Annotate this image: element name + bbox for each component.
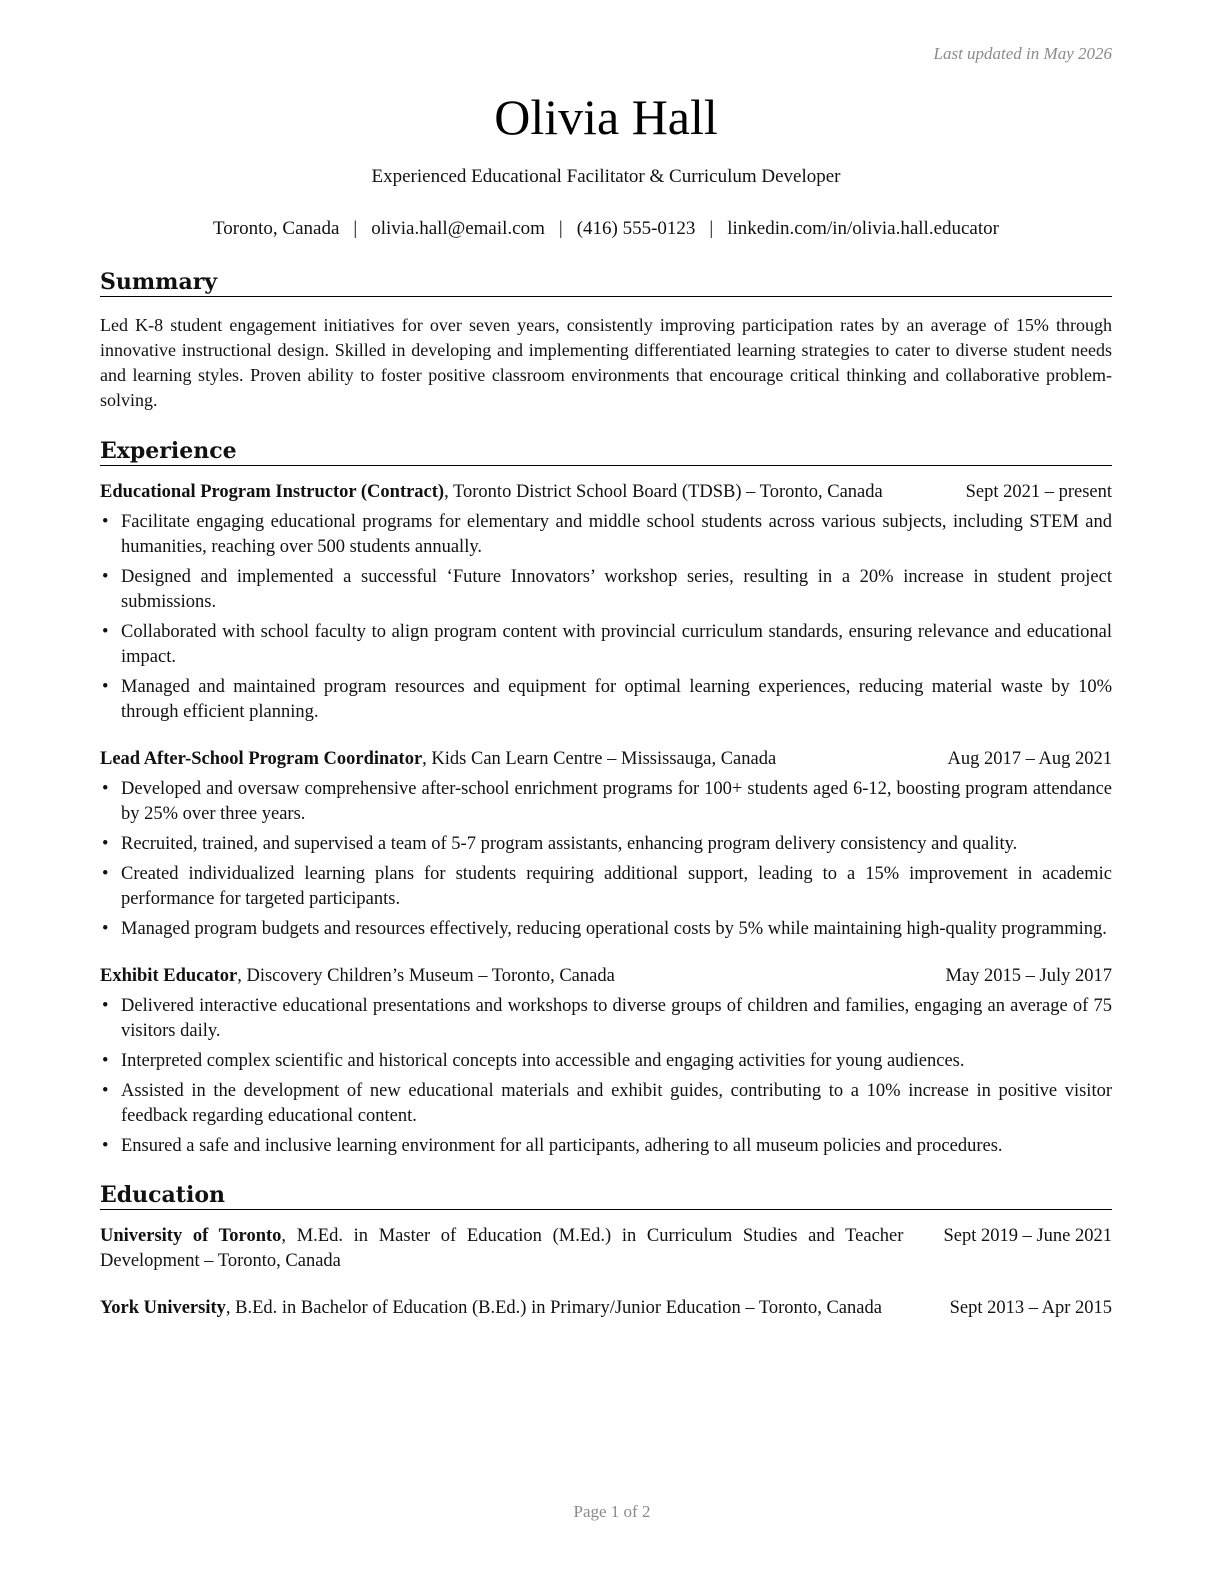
job-dates: Sept 2021 – present: [965, 482, 1112, 502]
bullet-text: Delivered interactive educational presentations and workshops to diverse groups of children and families, engaging an average of 75 visitors daily.: [121, 996, 1112, 1041]
candidate-tagline: Experienced Educational Facilitator & Curriculum Developer: [371, 166, 841, 187]
bullet-text: Interpreted complex scientific and historical concepts into accessible and engaging activities for young audiences.: [121, 1051, 965, 1071]
contact-location: Toronto, Canada: [213, 218, 340, 239]
job-organization: , Discovery Children’s Museum – Toronto, Canada: [237, 966, 615, 986]
education-dates: Sept 2019 – June 2021: [943, 1226, 1112, 1246]
experience-heading: Experience: [100, 437, 1112, 466]
bullet-item: [100, 565, 1112, 615]
education-dates: Sept 2013 – Apr 2015: [949, 1298, 1112, 1318]
contact-separator: |: [558, 218, 563, 239]
bullet-icon: •: [102, 567, 109, 587]
bullet-item: [100, 510, 1112, 560]
degree-detail: , B.Ed. in Bachelor of Education (B.Ed.) in Primary/Junior Education – Toronto, Canada: [225, 1298, 882, 1318]
entry-title: [100, 480, 966, 505]
bullet-text: Managed and maintained program resources and equipment for optimal learning experiences, reducing material waste by 10% through efficient planning.: [121, 677, 1112, 722]
job-bullets: [100, 777, 1112, 942]
entry-header: [100, 964, 1112, 989]
bullet-text: Developed and oversaw comprehensive after-school enrichment programs for 100+ students aged 6-12, boosting program attendance by 25% over three years.: [121, 779, 1112, 824]
contact-separator: |: [709, 218, 714, 239]
job-dates: Aug 2017 – Aug 2021: [947, 749, 1112, 769]
bullet-text: Facilitate engaging educational programs for elementary and middle school students across various subjects, including STEM and humanities, reaching over 500 students annually.: [121, 512, 1112, 557]
bullet-item: [100, 620, 1112, 670]
bullet-icon: •: [102, 1051, 109, 1071]
job-organization: , Kids Can Learn Centre – Mississauga, Canada: [422, 749, 777, 769]
candidate-name: Olivia Hall: [494, 89, 718, 145]
bullet-icon: •: [102, 1081, 109, 1101]
job-role: Educational Program Instructor (Contract): [100, 482, 445, 502]
education-heading: Education: [100, 1181, 1112, 1210]
entry-header: [100, 480, 1112, 505]
school-name: University of Toronto: [100, 1226, 282, 1246]
bullet-text: Recruited, trained, and supervised a team of 5-7 program assistants, enhancing program delivery consistency and quality.: [121, 834, 1018, 854]
bullet-text: Ensured a safe and inclusive learning environment for all participants, adhering to all museum policies and procedures.: [121, 1136, 1003, 1156]
experience-entry: [100, 747, 1112, 942]
job-bullets: [100, 510, 1112, 725]
bullet-item: [100, 1134, 1112, 1159]
bullet-item: [100, 1049, 1112, 1074]
contact-linkedin[interactable]: linkedin.com/in/olivia.hall.educator: [727, 218, 999, 239]
resume-content: [100, 84, 1112, 1321]
bullet-icon: •: [102, 864, 109, 884]
degree-detail: , M.Ed. in Master of Education (M.Ed.) in Curriculum Studies and Teacher Development – Toronto, Canada: [100, 1226, 904, 1271]
bullet-text: Collaborated with school faculty to align program content with provincial curriculum standards, ensuring relevance and educational impact.: [121, 622, 1112, 667]
contact-separator: |: [353, 218, 358, 239]
bullet-item: [100, 777, 1112, 827]
bullet-icon: •: [102, 1136, 109, 1156]
bullet-item: [100, 1079, 1112, 1129]
experience-entry: [100, 480, 1112, 725]
bullet-icon: •: [102, 677, 109, 697]
page-number: Page 1 of 2: [573, 1502, 651, 1521]
last-updated-note: Last updated in May 2026: [933, 44, 1112, 63]
bullet-item: [100, 832, 1112, 857]
bullet-icon: •: [102, 919, 109, 939]
entry-header: [100, 1224, 1112, 1274]
entry-title: [100, 1224, 943, 1274]
school-name: York University: [100, 1298, 226, 1318]
bullet-text: Assisted in the development of new educational materials and exhibit guides, contributing to a 10% increase in positive visitor feedback regarding educational content.: [121, 1081, 1112, 1126]
education-entry: [100, 1224, 1112, 1274]
bullet-icon: •: [102, 996, 109, 1016]
bullet-item: [100, 862, 1112, 912]
job-organization: , Toronto District School Board (TDSB) – Toronto, Canada: [444, 482, 883, 502]
bullet-item: [100, 994, 1112, 1044]
entry-title: [100, 1296, 950, 1321]
entry-header: [100, 1296, 1112, 1321]
bullet-text: Created individualized learning plans for students requiring additional support, leading to a 15% improvement in academic performance for targeted participants.: [121, 864, 1112, 909]
job-role: Lead After-School Program Coordinator: [100, 749, 423, 769]
summary-text: Led K-8 student engagement initiatives for over seven years, consistently improving participation rates by an average of 15% through innovative instructional design. Skilled in developing and implementing differentiated learning strategies to cater to diverse student needs and learning styles. Proven ability to foster positive classroom environments that encourage critical thinking and collaborative problem-solving.: [100, 315, 1112, 410]
bullet-text: Managed program budgets and resources effectively, reducing operational costs by 5% while maintaining high-quality programming.: [121, 919, 1107, 939]
bullet-text: Designed and implemented a successful ‘Future Innovators’ workshop series, resulting in a 20% increase in student project submissions.: [121, 567, 1112, 612]
experience-entry: [100, 964, 1112, 1159]
job-role: Exhibit Educator: [100, 966, 238, 986]
bullet-icon: •: [102, 512, 109, 532]
education-entry: [100, 1296, 1112, 1321]
contact-phone[interactable]: (416) 555-0123: [576, 218, 696, 239]
contact-email[interactable]: olivia.hall@email.com: [371, 218, 545, 239]
entry-title: [100, 964, 946, 989]
entry-title: [100, 747, 948, 772]
bullet-item: [100, 675, 1112, 725]
contact-line: [100, 216, 1112, 242]
job-dates: May 2015 – July 2017: [945, 966, 1112, 986]
summary-heading: Summary: [100, 268, 1112, 297]
bullet-icon: •: [102, 834, 109, 854]
entry-header: [100, 747, 1112, 772]
bullet-item: [100, 917, 1112, 942]
bullet-icon: •: [102, 622, 109, 642]
bullet-icon: •: [102, 779, 109, 799]
job-bullets: [100, 994, 1112, 1159]
